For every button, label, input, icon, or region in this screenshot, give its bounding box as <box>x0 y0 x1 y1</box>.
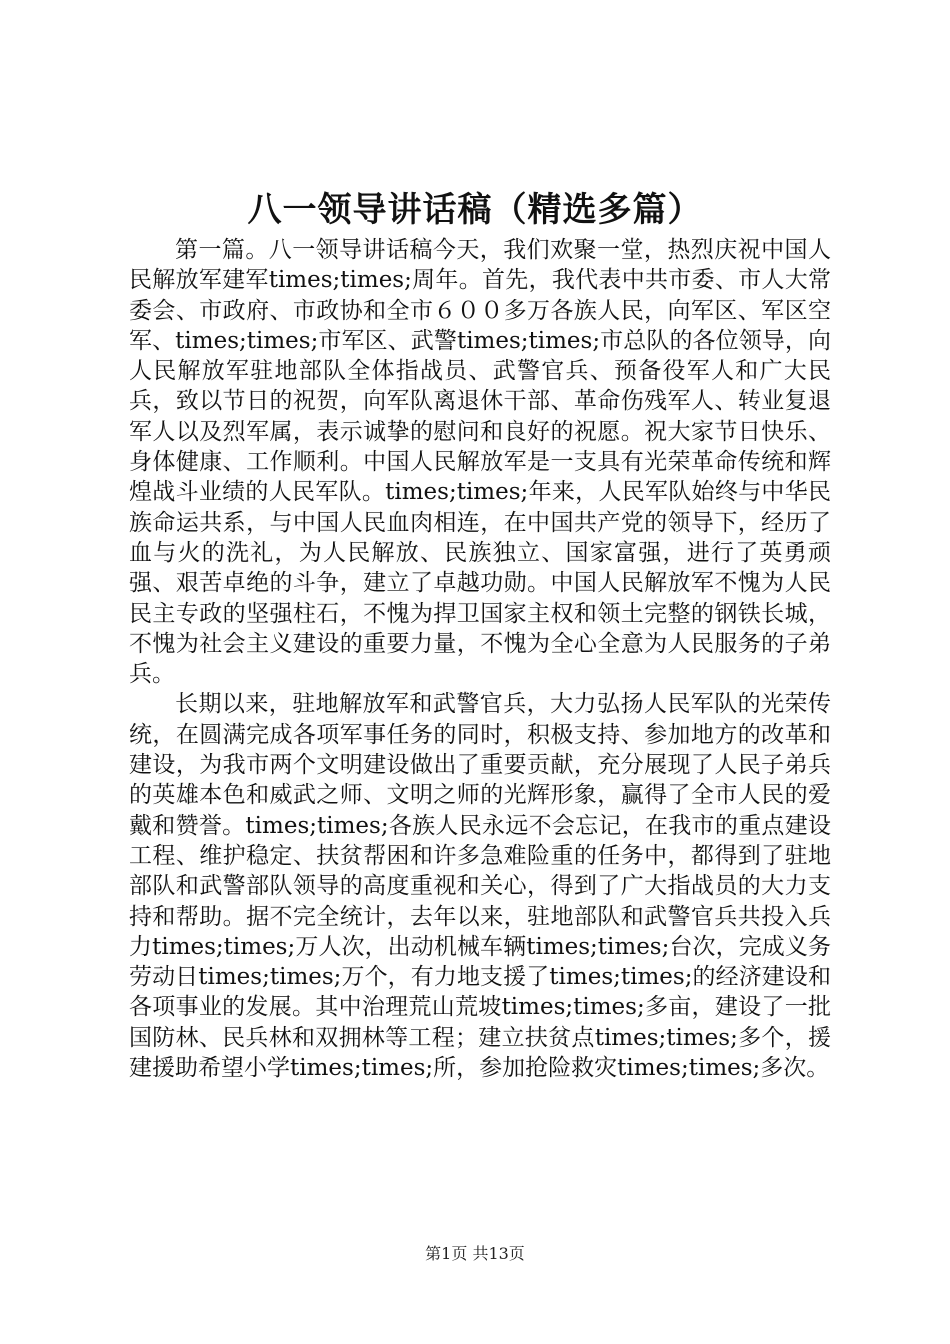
paragraph-1: 第一篇。八一领导讲话稿今天，我们欢聚一堂，热烈庆祝中国人民解放军建军times;times;周年。首先，我代表中共市委、市人大常委会、市政府、市政协和全市６００多万各族人民，向军区、军区空军、times;times;市军区、武警times;times;市总队的各位领导，向人民解放军驻地部队全体指战员、武警官兵、预备役军人和广大民兵，致以节日的祝贺，向军队离退休干部、革命伤残军人、转业复退军人以及烈军属，表示诚挚的慰问和良好的祝愿。祝大家节日快乐、身体健康、工作顺利。中国人民解放军是一支具有光荣革命传统和辉煌战斗业绩的人民军队。times;times;年来，人民军队始终与中华民族命运共系，与中国人民血肉相连，在中国共产党的领导下，经历了血与火的洗礼，为人民解放、民族独立、国家富强，进行了英勇顽强、艰苦卓绝的斗争，建立了卓越功勋。中国人民解放军不愧为人民民主专政的坚强柱石，不愧为捍卫国家主权和领土完整的钢铁长城，不愧为社会主义建设的重要力量，不愧为全心全意为人民服务的子弟兵。 <box>129 237 831 688</box>
document-title: 八一领导讲话稿（精选多篇） <box>247 190 703 230</box>
paragraph-2: 长期以来，驻地解放军和武警官兵，大力弘扬人民军队的光荣传统，在圆满完成各项军事任务的同时，积极支持、参加地方的改革和建设，为我市两个文明建设做出了重要贡献，充分展现了人民子弟兵的英雄本色和威武之师、文明之师的光辉形象，赢得了全市人民的爱戴和赞誉。times;times;各族人民永远不会忘记，在我市的重点建设工程、维护稳定、扶贫帮困和许多急难险重的任务中，都得到了驻地部队和武警部队领导的高度重视和关心，得到了广大指战员的大力支持和帮助。据不完全统计，去年以来，驻地部队和武警官兵共投入兵力times;times;万人次，出动机械车辆times;times;台次，完成义务劳动日times;times;万个，有力地支援了times;times;的经济建设和各项事业的发展。其中治理荒山荒坡times;times;多亩，建设了一批国防林、民兵林和双拥林等工程；建立扶贫点times;times;多个，援建援助希望小学times;times;所，参加抢险救灾times;times;多次。 <box>129 691 831 1082</box>
page-footer: 第1页 共13页 <box>425 1244 525 1263</box>
document-body <box>129 235 831 1083</box>
